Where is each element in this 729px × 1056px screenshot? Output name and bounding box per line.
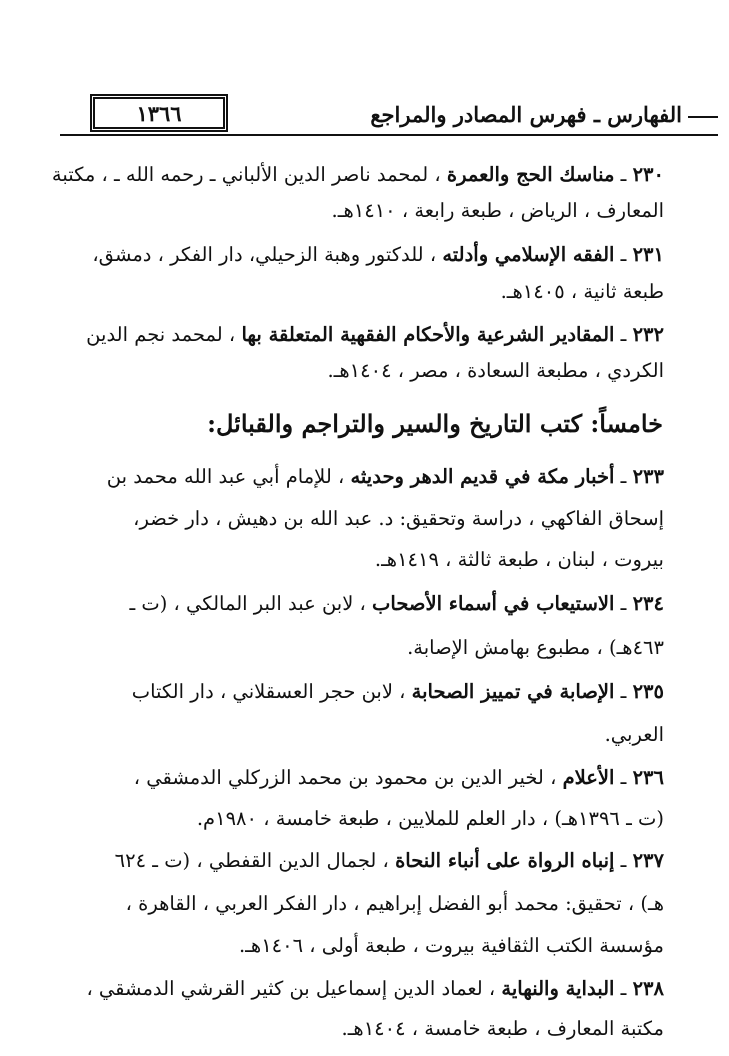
entry-text: ، للإمام أبي عبد الله محمد بن [106,465,345,488]
entry-title: مناسك الحج والعمرة [446,163,615,186]
page-header [60,94,718,142]
entry-232-line-1: ٢٣٢ ـ المقادير الشرعية والأحكام الفقهية المتعلقة بها ، لمحمد نجم الدين [86,323,664,346]
entry-238-line-2: مكتبة المعارف ، طبعة خامسة ، ١٤٠٤هـ. [341,1017,664,1040]
entry-238-line-1: ٢٣٨ ـ البداية والنهاية ، لعماد الدين إسماعيل بن كثير القرشي الدمشقي ، [86,977,664,1000]
entry-text: ، للدكتور وهبة الزحيلي، دار الفكر ، دمشق، [92,243,437,266]
entry-233-line-3: بيروت ، لبنان ، طبعة ثالثة ، ١٤١٩هـ. [374,548,664,571]
entry-number: ٢٣٣ [632,465,664,488]
entry-234-line-1: ٢٣٤ ـ الاستيعاب في أسماء الأصحاب ، لابن عبد البر المالكي ، (ت ـ [129,592,664,615]
entry-number: ٢٣٥ [632,680,664,703]
entry-231-line-1: ٢٣١ ـ الفقه الإسلامي وأدلته ، للدكتور وهبة الزحيلي، دار الفكر ، دمشق، [92,243,664,266]
entry-number: ٢٣١ [632,243,664,266]
entry-title: الأعلام [562,766,615,789]
entry-number: ٢٣٤ [632,592,664,615]
entry-237-line-3: مؤسسة الكتب الثقافية بيروت ، طبعة أولى ، ١٤٠٦هـ. [238,934,664,957]
entry-233-line-1: ٢٣٣ ـ أخبار مكة في قديم الدهر وحديثه ، للإمام أبي عبد الله محمد بن [106,465,664,488]
entry-230-line-1: ٢٣٠ ـ مناسك الحج والعمرة ، لمحمد ناصر الدين الألباني ـ رحمه الله ـ ، مكتبة [51,163,664,186]
entry-text: ، لجمال الدين القفطي ، (ت ـ ٦٢٤ [114,849,389,872]
entry-230-line-2: المعارف ، الرياض ، طبعة رابعة ، ١٤١٠هـ. [331,199,664,222]
entry-236-line-2: (ت ـ ١٣٩٦هـ) ، دار العلم للملايين ، طبعة خامسة ، ١٩٨٠م. [196,807,664,830]
entry-title: البداية والنهاية [501,977,615,1000]
running-title: الفهارس ـ فهرس المصادر والمراجع [370,102,682,127]
section-heading: خامساً: كتب التاريخ والسير والتراجم والقبائل: [207,409,663,438]
entry-title: الاستيعاب في أسماء الأصحاب [372,592,615,615]
entry-number: ٢٣٦ [632,766,664,789]
entry-text: ، لابن عبد البر المالكي ، (ت ـ [129,592,366,615]
entry-number: ٢٣٨ [632,977,664,1000]
entry-237-line-2: هـ) ، تحقيق: محمد أبو الفضل إبراهيم ، دار الفكر العربي ، القاهرة ، [125,892,664,915]
entry-number: ٢٣٧ [632,849,664,872]
entry-title: المقادير الشرعية والأحكام الفقهية المتعلقة بها [241,323,615,346]
entry-text: ، لمحمد ناصر الدين الألباني ـ رحمه الله ـ ، مكتبة [51,163,441,186]
header-rule [60,134,718,136]
entry-235-line-1: ٢٣٥ ـ الإصابة في تمييز الصحابة ، لابن حجر العسقلاني ، دار الكتاب [131,680,664,703]
entry-231-line-2: طبعة ثانية ، ١٤٠٥هـ. [500,280,664,303]
entry-title: الفقه الإسلامي وأدلته [442,243,615,266]
entry-title: الإصابة في تمييز الصحابة [411,680,615,703]
entry-234-line-2: ٤٦٣هـ) ، مطبوع بهامش الإصابة. [407,636,664,659]
entry-236-line-1: ٢٣٦ ـ الأعلام ، لخير الدين بن محمود بن محمد الزركلي الدمشقي ، [133,766,664,789]
entry-title: إنباه الرواة على أنباء النحاة [395,849,615,872]
entry-233-line-2: إسحاق الفاكهي ، دراسة وتحقيق: د. عبد الله بن دهيش ، دار خضر، [133,507,664,530]
entry-title: أخبار مكة في قديم الدهر وحديثه [350,465,615,488]
entry-text: ، لابن حجر العسقلاني ، دار الكتاب [131,680,406,703]
entry-text: ، لعماد الدين إسماعيل بن كثير القرشي الدمشقي ، [86,977,496,1000]
page-number: ١٣٦٦ [90,94,228,132]
entry-number: ٢٣٢ [632,323,664,346]
entry-235-line-2: العربي. [604,723,664,746]
entry-text: ، لخير الدين بن محمود بن محمد الزركلي الدمشقي ، [133,766,557,789]
header-dash [688,116,718,118]
entry-232-line-2: الكردي ، مطبعة السعادة ، مصر ، ١٤٠٤هـ. [327,359,664,382]
entry-number: ٢٣٠ [632,163,664,186]
entry-text: ، لمحمد نجم الدين [86,323,236,346]
entry-237-line-1: ٢٣٧ ـ إنباه الرواة على أنباء النحاة ، لجمال الدين القفطي ، (ت ـ ٦٢٤ [114,849,664,872]
